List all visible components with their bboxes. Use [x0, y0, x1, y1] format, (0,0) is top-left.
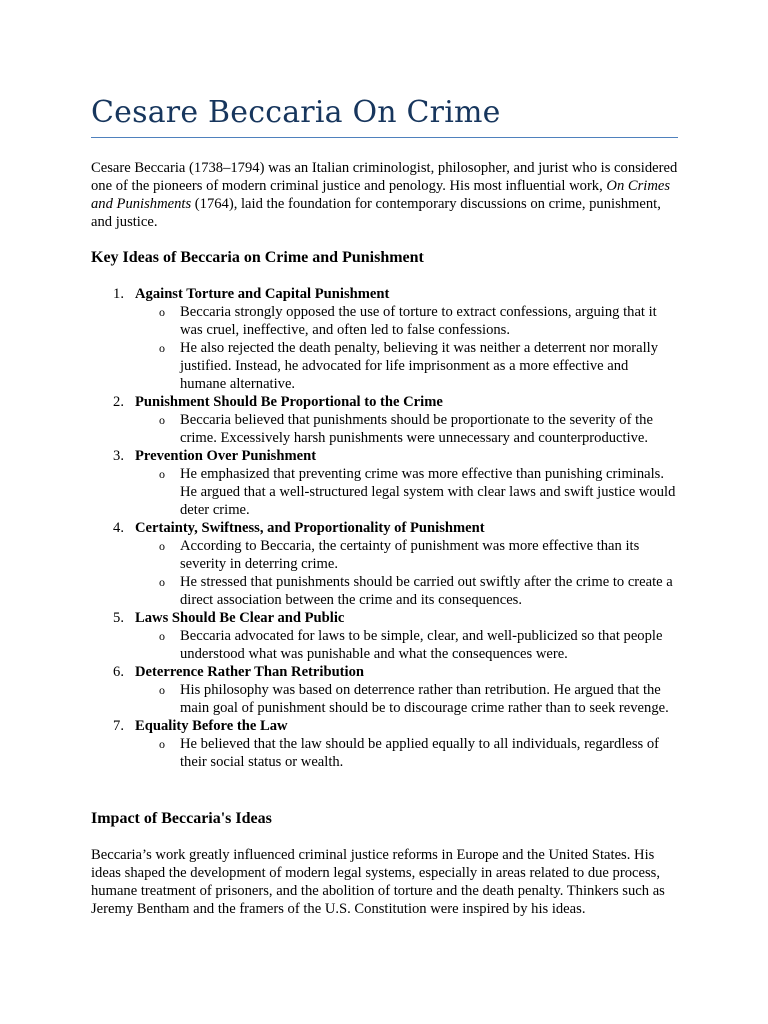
intro-text-end: (1764), laid the foundation for contemporary discussions on crime, punishment, and justice.: [91, 196, 661, 230]
key-idea-point-text: Beccaria believed that punishments should be proportionate to the severity of the crime. Excessively harsh punishments were unnecessary and counterproductive.: [180, 412, 653, 446]
key-idea-points: [135, 681, 678, 717]
key-idea-point: [135, 681, 678, 717]
key-idea-point-text: He also rejected the death penalty, believing it was neither a deterrent nor morally justified. Instead, he advocated for life imprisonment as a more effective and humane alternative.: [180, 340, 659, 392]
key-idea-points: [135, 627, 678, 663]
key-ideas-heading: Key Ideas of Beccaria on Crime and Punishment: [91, 249, 424, 266]
key-idea-points: [135, 303, 678, 393]
key-idea-point: [135, 627, 678, 663]
key-idea-point: [135, 537, 678, 573]
bullet-icon: o: [159, 629, 165, 643]
bullet-icon: o: [159, 341, 165, 355]
key-idea-title: Laws Should Be Clear and Public: [135, 610, 345, 626]
key-idea-number: 3.: [113, 448, 124, 464]
key-idea-point-text: His philosophy was based on deterrence rather than retribution. He argued that the main goal of punishment should be to discourage crime rather than to seek revenge.: [180, 682, 669, 716]
key-idea-item: [91, 285, 678, 393]
key-idea-point: [135, 735, 678, 771]
impact-paragraph: Beccaria’s work greatly influenced criminal justice reforms in Europe and the United States. His ideas shaped the development of modern legal systems, especially in areas related to due process, humane treatment of prisoners, and the abolition of torture and the death penalty. Thinkers such as Jeremy Bentham and the framers of the U.S. Constitution were inspired by his ideas.: [91, 847, 665, 917]
key-idea-number: 2.: [113, 394, 124, 410]
key-idea-item: [91, 393, 678, 447]
key-idea-item: [91, 519, 678, 609]
bullet-icon: o: [159, 575, 165, 589]
intro-paragraph: [91, 159, 678, 231]
key-idea-point-text: He emphasized that preventing crime was more effective than punishing criminals. He argued that a well-structured legal system with clear laws and swift justice would deter crime.: [180, 466, 676, 518]
key-idea-points: [135, 735, 678, 771]
key-idea-item: [91, 717, 678, 771]
document-title: Cesare Beccaria On Crime: [91, 95, 501, 130]
bullet-icon: o: [159, 683, 165, 697]
bullet-icon: o: [159, 737, 165, 751]
bullet-icon: o: [159, 539, 165, 553]
key-idea-point: [135, 465, 678, 519]
key-idea-points: [135, 537, 678, 609]
key-idea-item: [91, 447, 678, 519]
key-idea-item: [91, 609, 678, 663]
key-idea-title: Punishment Should Be Proportional to the Crime: [135, 394, 443, 410]
key-idea-title: Against Torture and Capital Punishment: [135, 286, 390, 302]
key-idea-point-text: Beccaria strongly opposed the use of torture to extract confessions, arguing that it was cruel, ineffective, and often led to false confessions.: [180, 304, 657, 338]
bullet-icon: o: [159, 305, 165, 319]
impact-heading: Impact of Beccaria's Ideas: [91, 810, 272, 827]
bullet-icon: o: [159, 467, 165, 481]
key-idea-number: 1.: [113, 286, 124, 302]
bullet-icon: o: [159, 413, 165, 427]
key-idea-number: 6.: [113, 664, 124, 680]
key-idea-title: Prevention Over Punishment: [135, 448, 317, 464]
key-idea-point: [135, 573, 678, 609]
title-underline: [91, 137, 678, 138]
key-idea-point-text: He stressed that punishments should be carried out swiftly after the crime to create a direct association between the crime and its consequences.: [180, 574, 673, 608]
key-idea-point: [135, 411, 678, 447]
key-idea-title: Certainty, Swiftness, and Proportionality of Punishment: [135, 520, 485, 536]
book-title: On Crimes and Punishments: [91, 178, 671, 212]
key-idea-point-text: According to Beccaria, the certainty of punishment was more effective than its severity in deterring crime.: [180, 538, 640, 572]
key-idea-points: [135, 465, 678, 519]
key-idea-number: 7.: [113, 718, 124, 734]
key-idea-item: [91, 663, 678, 717]
key-idea-point: [135, 303, 678, 339]
key-idea-number: 4.: [113, 520, 124, 536]
key-idea-point-text: He believed that the law should be applied equally to all individuals, regardless of their social status or wealth.: [180, 736, 660, 770]
key-idea-points: [135, 411, 678, 447]
key-idea-title: Deterrence Rather Than Retribution: [135, 664, 365, 680]
key-idea-point-text: Beccaria advocated for laws to be simple, clear, and well-publicized so that people understood what was punishable and what the consequences were.: [180, 628, 663, 662]
key-idea-point: [135, 339, 678, 393]
intro-text-start: Cesare Beccaria (1738–1794) was an Italian criminologist, philosopher, and jurist who is considered one of the pioneers of modern criminal justice and penology. His most influential work,: [91, 160, 678, 194]
key-idea-number: 5.: [113, 610, 124, 626]
key-idea-title: Equality Before the Law: [135, 718, 288, 734]
key-ideas-list: [91, 285, 678, 771]
